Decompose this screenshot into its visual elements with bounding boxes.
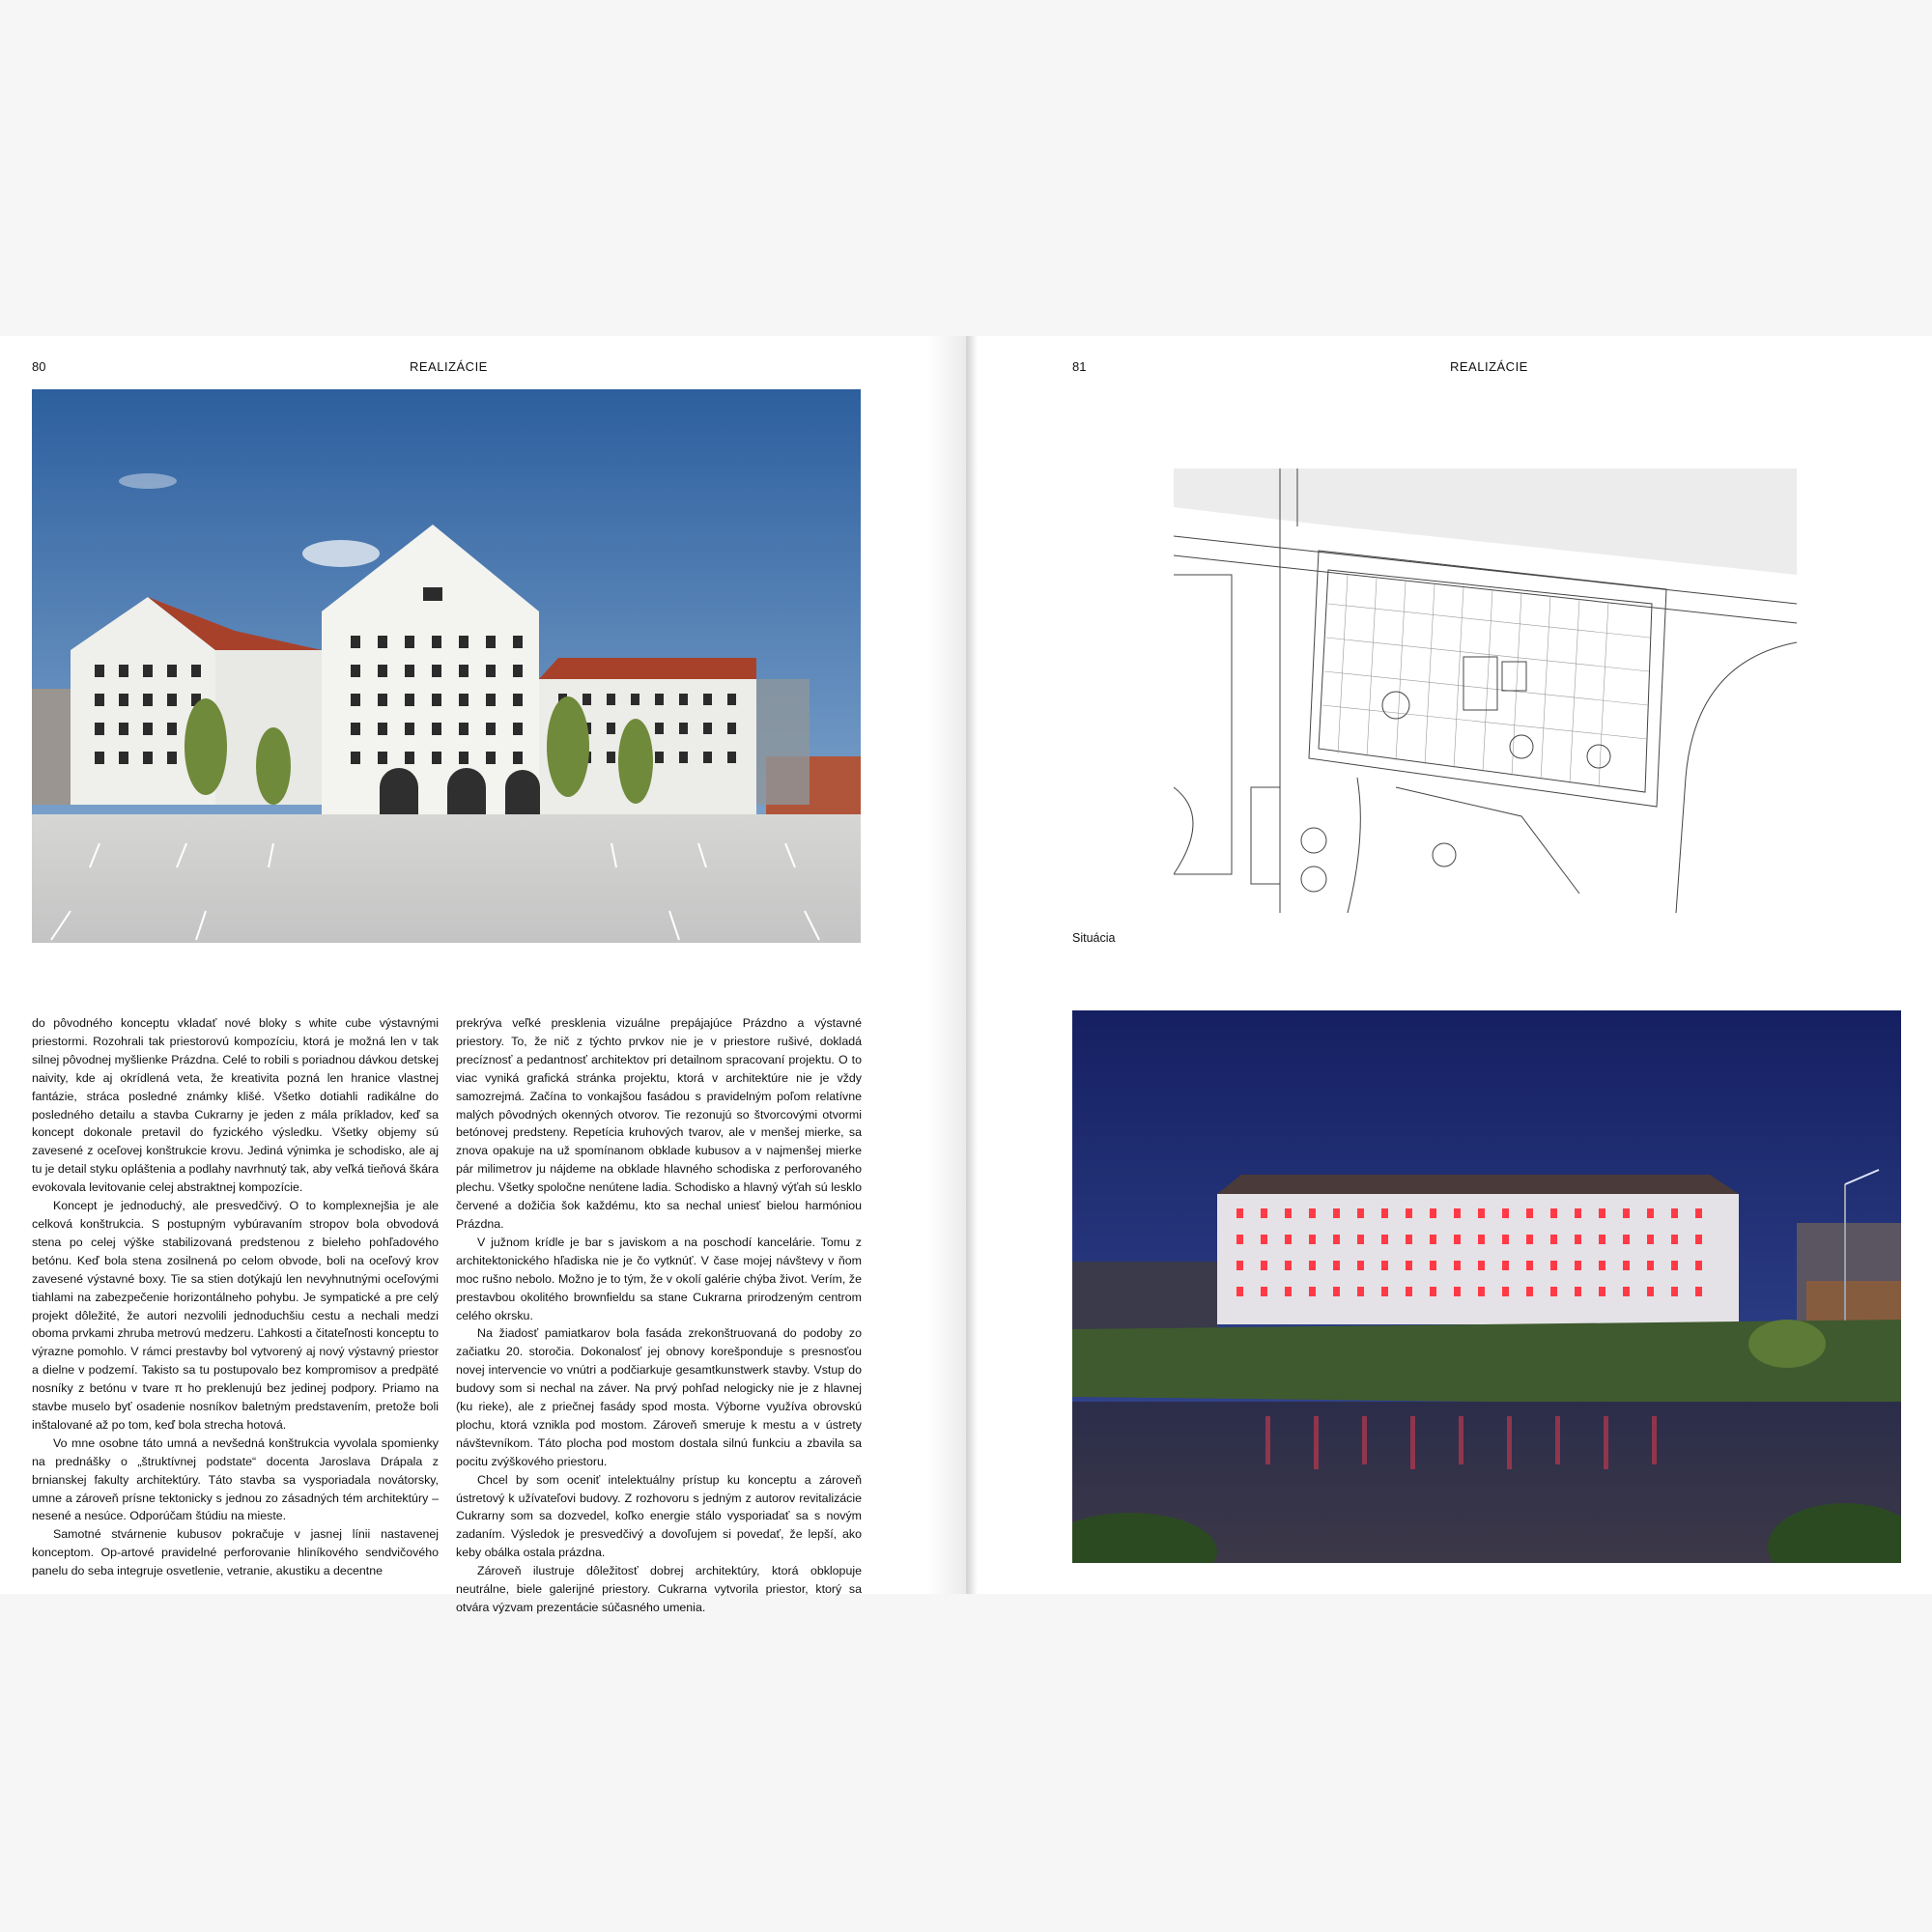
building-daytime-photo-icon bbox=[32, 389, 861, 943]
right-page bbox=[966, 336, 1932, 1594]
building-daytime-photo bbox=[32, 389, 861, 943]
site-plan-drawing bbox=[1174, 469, 1797, 913]
site-plan-icon bbox=[1174, 469, 1797, 913]
gutter-shadow bbox=[927, 336, 966, 1594]
building-night-photo-icon bbox=[1072, 1010, 1901, 1563]
paragraph: Samotné stvárnenie kubusov pokračuje v jasnej línii nastavenej konceptom. Op-artové pravidelné perforovanie hliníkového sendvičového panelu do seba integruje osvetlenie, vetranie, akustiku a decentne bbox=[32, 1527, 439, 1578]
plan-caption: Situácia bbox=[1072, 931, 1116, 945]
paragraph: Koncept je jednoduchý, ale presvedčivý. O to komplexnejšia je ale celková konštrukcia. S postupným vybúravaním stropov bola obvodová stena po celej výške stabilizovaná predstenou z bieleho pohľadového betónu. Keď bola stena zosilnená po celom obvode, boli na oceľový krov zavesené výstavné boxy. Tie sa stien dotýkajú len nevyhnutnými oceľovými tiahlami na zabezpečenie horizontálneho pohybu. Je sympatické a pre celý projekt dôležité, že autori nezvolili jednoduchšiu cestu a nechali medzi oboma prvkami zhruba metrovú medzeru. Ľahkosti a čitateľnosti konceptu to výrazne pomohlo. V rámci prestavby bol vytvorený aj nový výstavný priestor a dielne v podzemí. Takisto sa tu postupovalo bez kompromisov a predpäté nosníky z betónu v tvare π ho preklenujú bez jedinej podpory. Priamo na stavbe muselo byť osadenie nosníkov baletným predstavením, pretože boli inštalované až po tom, keď bola strecha hotová. bbox=[32, 1199, 439, 1432]
paragraph: Na žiadosť pamiatkarov bola fasáda zrekonštruovaná do podoby zo začiatku 20. storočia. Dokonalosť jej obnovy korešponduje s presnosťou novej intervencie vo vnútri a podčiarkuje gesamtkunstwerk stavby. Vstup do budovy som si nechal na záver. Na prvý pohľad nelogicky nie je z hlavnej (ku rieke), ale z priečnej fasády spod mosta. Výborne využíva obrovskú plochu, ktorá vznikla pod mostom. Zároveň smeruje k mestu a v ústrety návštevníkom. Táto plocha pod mostom dostala silnú funkciu a zbavila sa pocitu zvýškového priestoru. bbox=[456, 1326, 862, 1468]
paragraph: Chcel by som oceniť intelektuálny prístup ku konceptu a zároveň ústretový k užívateľovi budovy. Z rozhovoru s jedným z autorov revitalizácie Cukrarny som sa dozvedel, koľko energie stálo vysporiadať sa s novým zadaním. Výsledok je presvedčivý a dovoľujem si povedať, že lepší, ako keby obálka ostala prázdna. bbox=[456, 1472, 862, 1560]
text-column-1 bbox=[32, 1014, 439, 1580]
paragraph: Vo mne osobne táto umná a nevšedná konštrukcia vyvolala spomienky na prednášky o „štruktívnej podstate“ docenta Jaroslava Drápala z brnianskej fakulty architektúry. Táto stavba sa vysporiadala novátorsky, umne a zároveň prísne tektonicky s jednou zo zásadných tém architektúry – nesené a nesúce. Odporúčam štúdiu na mieste. bbox=[32, 1435, 439, 1523]
text-column-2 bbox=[456, 1014, 862, 1617]
building-night-photo bbox=[1072, 1010, 1901, 1563]
running-head: REALIZÁCIE bbox=[1450, 359, 1528, 374]
paragraph: Zároveň ilustruje dôležitosť dobrej architektúry, ktorá obklopuje neutrálne, biele galerijné priestory. Cukrarna vytvorila priestor, ktorý sa otvára výzvam prezentácie súčasného umenia. bbox=[456, 1564, 862, 1614]
running-head: REALIZÁCIE bbox=[410, 359, 488, 374]
paragraph: do pôvodného konceptu vkladať nové bloky s white cube výstavnými priestormi. Rozohrali tak priestorovú kompozíciu, ktorá je možná len v tak silnej pôvodnej myšlienke Prázdna. Celé to robili s poriadnou dávkou detskej naivity, kde aj okrídlená veta, že kreativita pozná len hranice vlastnej fantázie, stráca posledné známky klišé. Všetko dotiahli radikálne do posledného detailu a stavba Cukrarny je jeden z mála príkladov, keď sa koncept dokonale pretavil do fyzického výsledku. Všetky objemy sú zavesené z oceľovej konštrukcie krovu. Jediná výnimka je schodisko, ale aj tu je detail styku opláštenia a podlahy navrhnutý tak, aby veľká tieňová škára evokovala levitovanie celej abstraktnej kompozície. bbox=[32, 1016, 440, 1195]
gutter-shadow bbox=[966, 336, 978, 1594]
page-number: 81 bbox=[1072, 359, 1087, 374]
page-number: 80 bbox=[32, 359, 46, 374]
left-page bbox=[0, 336, 966, 1614]
paragraph: V južnom krídle je bar s javiskom a na poschodí kancelárie. Tomu z architektonického hľadiska nie je čo vytknúť. V čase mojej návštevy v ňom moc rušno nebolo. Možno je to tým, že v okolí galérie chýba život. Verím, že prestavbou okolitého brownfieldu sa stane Cukrarna prirodzeným centrom celého okrsku. bbox=[456, 1235, 862, 1322]
paragraph: prekrýva veľké presklenia vizuálne prepájajúce Prázdno a výstavné priestory. To, že nič z týchto prvkov nie je v priestore rušivé, dokladá precíznosť a pedantnosť architektov pri detailnom spracovaní projektu. O to viac vyniká grafická stránka projektu, ktorá v architektúre nie je vždy samozrejmá. Začína to vonkajšou fasádou s pravidelným poľom relatívne malých pôvodných okenných otvorov. Tie rezonujú so štvorcovými otvormi betónovej predsteny. Repetícia kruhových tvarov, ale v menšej mierke, sa znova opakuje na už spomínanom obklade kubusov a v najmenšej mierke pár milimetrov ju nájdeme na obklade hlavného schodiska z perforovaného plechu. Všetky spoločne nenútene ladia. Schodisko a hlavný výťah sú lesklo červené a dožičia šok každému, kto sa nechal uniesť bielou harmóniou Prázdna. bbox=[456, 1016, 862, 1231]
